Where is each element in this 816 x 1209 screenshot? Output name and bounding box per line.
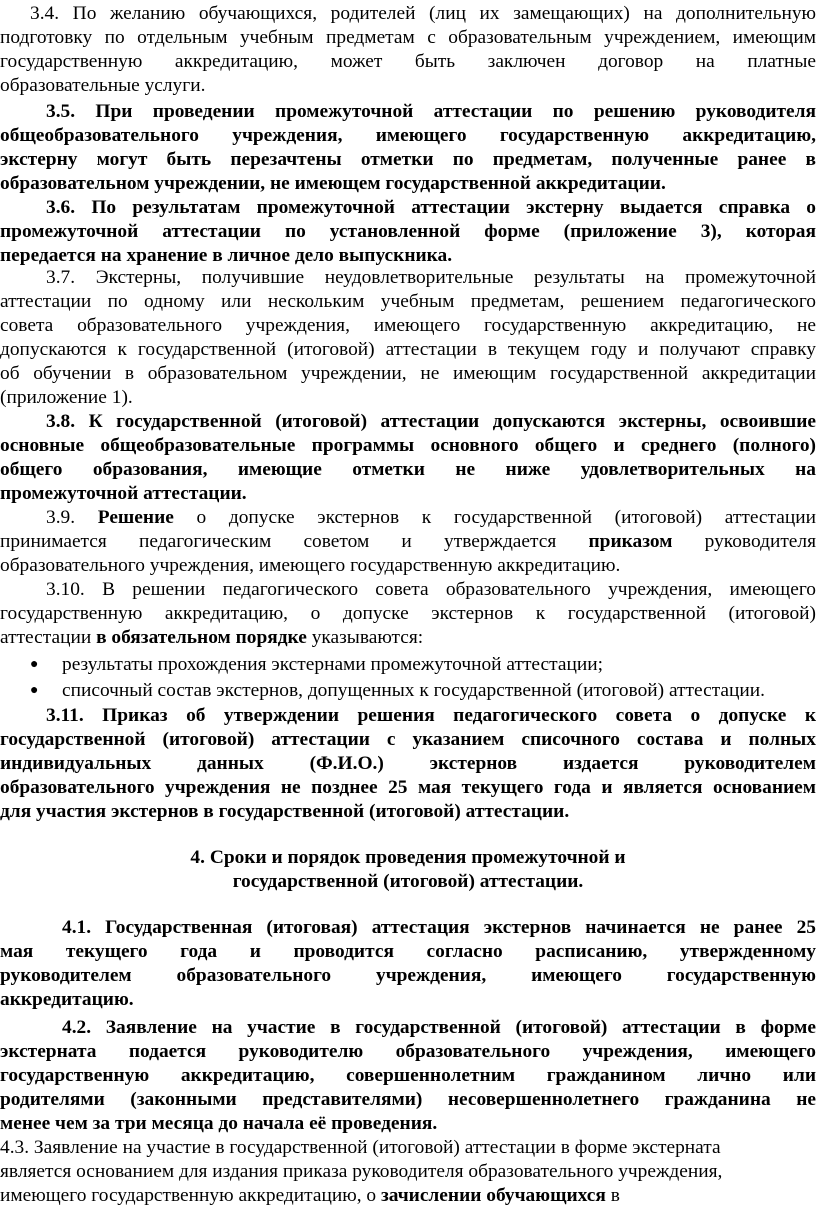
enrollment-term: зачислении обучающихся <box>381 1185 606 1206</box>
paragraph-4-3-line-1: 4.3. Заявление на участие в государственной (итоговой) аттестации в форме экстерната <box>0 1137 721 1158</box>
paragraph-3-11-line-5: для участия экстернов в государственной (итоговой) аттестации. <box>0 801 570 822</box>
paragraph-4-3-line-3-a: имеющего государственную аккредитацию, о <box>0 1185 377 1206</box>
paragraph-3-4-line-1: 3.4. По желанию обучающихся, родителей (лиц их замещающих) на дополнительную <box>30 3 816 24</box>
decision-term: Решение <box>97 507 174 528</box>
bullet-icon: ● <box>30 657 39 672</box>
paragraph-3-7-line-1: 3.7. Экстерны, получившие неудовлетворительные результаты на промежуточной <box>46 267 816 288</box>
mandatory-order-term: в обязательном порядке <box>96 627 307 648</box>
paragraph-3-9-line-3: образовательного учреждения, имеющего государственную аккредитацию. <box>0 555 621 576</box>
paragraph-3-11-line-4: образовательного учреждения не позднее 25 мая текущего года и является основанием <box>0 777 816 798</box>
paragraph-4-3-line-2: является основанием для издания приказа руководителя образовательного учреждения, <box>0 1161 723 1182</box>
section-4-title-line-2: государственной (итоговой) аттестации. <box>232 871 584 892</box>
paragraph-3-9-line-1 <box>0 506 816 530</box>
paragraph-3-10-line-2: государственную аккредитацию, о допуске экстернов к государственной (итоговой) <box>0 603 816 624</box>
paragraph-3-9-line-2 <box>0 530 816 554</box>
paragraph-3-7-line-3: совета образовательного учреждения, имеющего государственную аккредитацию, не <box>0 315 816 336</box>
paragraph-3-7-line-4: допускаются к государственной (итоговой) аттестации в текущем году и получают справку <box>0 339 816 360</box>
section-4-title-line-1: 4. Сроки и порядок проведения промежуточной и <box>190 847 626 868</box>
paragraph-4-3-line-3-b: в <box>610 1185 620 1206</box>
paragraph-3-5-line-4: образовательном учреждении, не имеющем государственной аккредитации. <box>0 173 666 194</box>
paragraph-3-4-line-3: государственную аккредитацию, может быть заключен договор на платные <box>0 51 816 72</box>
paragraph-3-10-line-3 <box>0 626 816 650</box>
paragraph-3-9-line-2-b: руководителя <box>704 531 816 552</box>
paragraph-3-7-line-6: (приложение 1). <box>0 387 133 408</box>
paragraph-4-3-line-3 <box>0 1184 816 1208</box>
paragraph-4-2-line-5: менее чем за три месяца до начала её проведения. <box>0 1113 438 1134</box>
paragraph-3-11-line-1: 3.11. Приказ об утверждении решения педагогического совета о допуске к <box>46 705 816 726</box>
paragraph-4-2-line-3: государственную аккредитацию, совершеннолетним гражданином лично или <box>0 1065 816 1086</box>
paragraph-3-8-line-1: 3.8. К государственной (итоговой) аттестации допускаются экстерны, освоившие <box>46 411 816 432</box>
paragraph-3-5-line-3: экстерну могут быть перезачтены отметки по предметам, полученные ранее в <box>0 149 816 170</box>
paragraph-3-6-line-1: 3.6. По результатам промежуточной аттестации экстерну выдается справка о <box>46 197 816 218</box>
paragraph-3-7-line-2: аттестации по одному или нескольким учебным предметам, решением педагогического <box>0 291 816 312</box>
paragraph-3-10-line-1: 3.10. В решении педагогического совета образовательного учреждения, имеющего <box>46 579 816 600</box>
list-item-text: результаты прохождения экстернами промежуточной аттестации; <box>62 654 603 675</box>
paragraph-4-1-line-3: руководителем образовательного учреждения, имеющего государственную <box>0 965 816 986</box>
paragraph-3-8-line-4: промежуточной аттестации. <box>0 483 247 504</box>
paragraph-4-1-line-1: 4.1. Государственная (итоговая) аттестация экстернов начинается не ранее 25 <box>62 917 816 938</box>
paragraph-4-1-line-4: аккредитацию. <box>0 989 134 1010</box>
paragraph-3-10-line-3-a: аттестации <box>0 627 92 648</box>
paragraph-3-8-line-3: общего образования, имеющие отметки не ниже удовлетворительных на <box>0 459 816 480</box>
paragraph-3-11-line-3: индивидуальных данных (Ф.И.О.) экстернов издается руководителем <box>0 753 816 774</box>
paragraph-3-7-line-5: об обучении в образовательном учреждении, не имеющим государственной аккредитации <box>0 363 816 384</box>
paragraph-3-9-number: 3.9. <box>46 507 76 528</box>
paragraph-3-11-line-2: государственной (итоговой) аттестации с указанием списочного состава и полных <box>0 729 816 750</box>
paragraph-3-6-line-3: передается на хранение в личное дело выпускника. <box>0 245 453 266</box>
paragraph-3-5-line-1: 3.5. При проведении промежуточной аттестации по решению руководителя <box>46 101 816 122</box>
bullet-icon: ● <box>30 683 39 698</box>
paragraph-3-6-line-2: промежуточной аттестации по установленной форме (приложение 3), которая <box>0 221 816 242</box>
paragraph-4-2-line-2: экстерната подается руководителю образовательного учреждения, имеющего <box>0 1041 816 1062</box>
paragraph-3-9-line-1-rest: о допуске экстернов к государственной (итоговой) аттестации <box>196 507 816 528</box>
paragraph-3-4-line-4: образовательные услуги. <box>0 75 206 96</box>
paragraph-3-10-line-3-b: указываются: <box>311 627 424 648</box>
list-item <box>0 653 816 679</box>
paragraph-4-2-line-1: 4.2. Заявление на участие в государственной (итоговой) аттестации в форме <box>62 1017 816 1038</box>
paragraph-4-2-line-4: родителями (законными представителями) несовершеннолетнего гражданина не <box>0 1089 816 1110</box>
paragraph-3-4-line-2: подготовку по отдельным учебным предметам с образовательным учреждением, имеющим <box>0 27 816 48</box>
paragraph-3-8-line-2: основные общеобразовательные программы основного общего и среднего (полного) <box>0 435 816 456</box>
paragraph-3-9-line-2-a: принимается педагогическим советом и утверждается <box>0 531 557 552</box>
paragraph-3-5-line-2: общеобразовательного учреждения, имеющего государственную аккредитацию, <box>0 125 816 146</box>
list-item-text: списочный состав экстернов, допущенных к государственной (итоговой) аттестации. <box>62 680 765 701</box>
paragraph-4-1-line-2: мая текущего года и проводится согласно расписанию, утвержденному <box>0 941 816 962</box>
list-item <box>0 679 816 705</box>
order-term: приказом <box>588 531 673 552</box>
